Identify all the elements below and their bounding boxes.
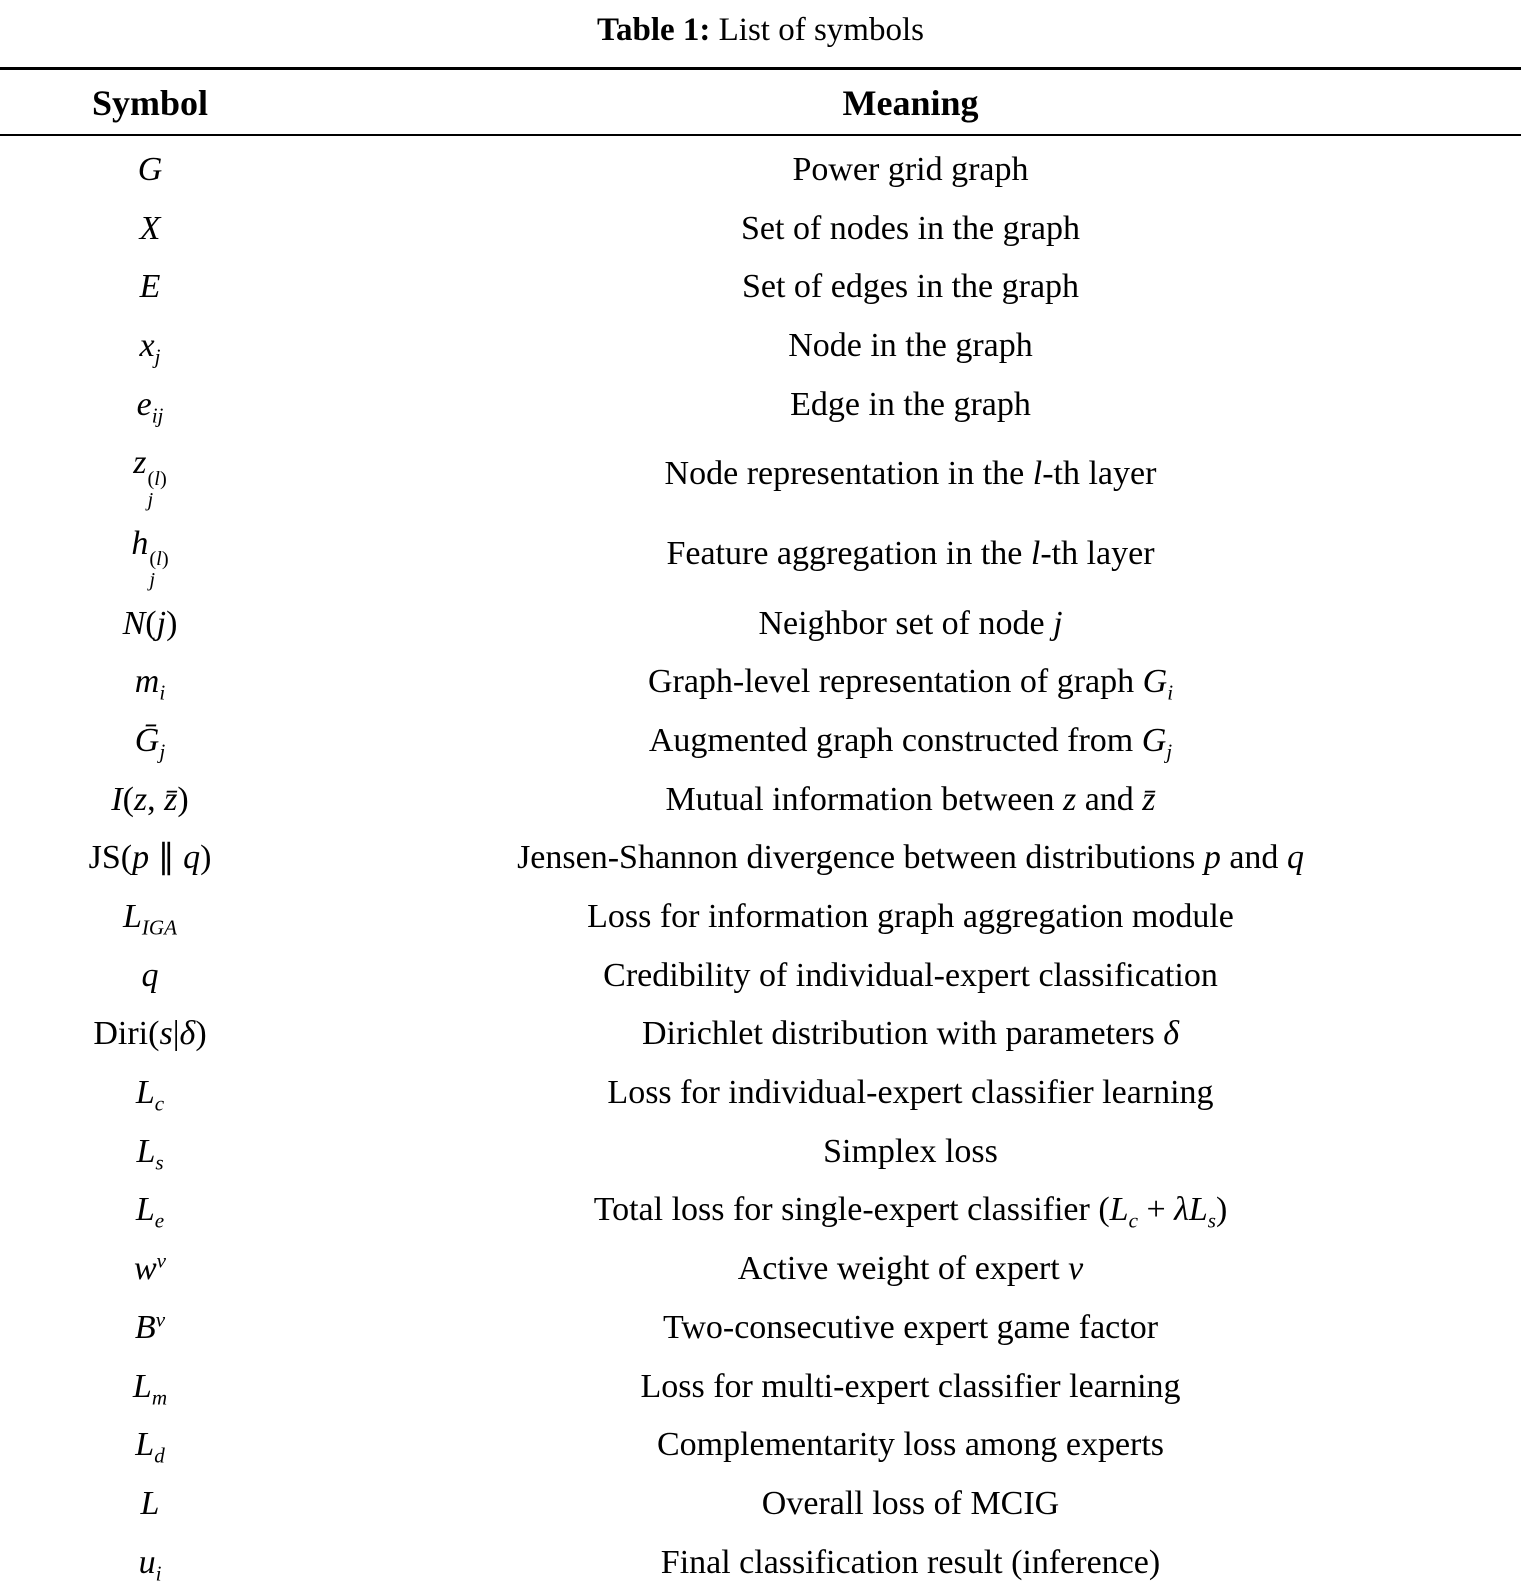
table-row <box>0 888 1521 947</box>
meaning-cell: Final classification result (inference) <box>660 1543 1161 1581</box>
symbol-cell: N(j) <box>122 604 178 642</box>
symbol-cell: $L_m$ <box>132 1367 168 1409</box>
meaning-cell: Simplex loss <box>823 1132 998 1170</box>
symbol-cell: E <box>139 268 161 306</box>
table-row <box>0 1358 1521 1417</box>
meaning-cell: Graph-level representation of graph $G_i$ <box>647 663 1174 705</box>
meaning-cell: Set of nodes in the graph <box>741 209 1080 247</box>
table-row <box>0 1534 1521 1584</box>
meaning-cell: Active weight of expert v <box>737 1250 1084 1288</box>
symbol-cell: I(z, z̄) <box>111 780 189 818</box>
symbol-cell: $L_s$ <box>136 1132 164 1175</box>
symbol-cell: X <box>139 209 161 247</box>
meaning-cell: Neighbor set of node j <box>758 604 1063 642</box>
table-row <box>0 200 1521 259</box>
symbol-cell: JS(p ∥ q) <box>88 839 212 877</box>
meaning-cell: Set of edges in the graph <box>741 268 1080 306</box>
symbol-cell: G <box>137 151 163 188</box>
table-row <box>0 712 1521 771</box>
symbol-cell: Diri(s|δ) <box>93 1015 207 1053</box>
header-row <box>0 69 1521 136</box>
symbol-cell: $x_j$ <box>139 327 161 369</box>
table-row <box>0 1123 1521 1182</box>
table-row <box>0 1064 1521 1123</box>
meaning-cell: Dirichlet distribution with parameters δ <box>641 1015 1180 1053</box>
table-row <box>0 1475 1521 1534</box>
meaning-cell: Complementarity loss among experts <box>656 1426 1165 1464</box>
table-row <box>0 1240 1521 1299</box>
table-row <box>0 829 1521 888</box>
table-row <box>0 947 1521 1006</box>
table-row <box>0 1416 1521 1475</box>
meaning-cell: Node in the graph <box>788 327 1033 365</box>
meaning-cell: Total loss for single-expert classifier $(L_c + \lambda L_s)$ <box>593 1191 1228 1233</box>
symbol-cell: $e_{ij}$ <box>136 385 164 428</box>
table-row <box>0 771 1521 830</box>
meaning-cell: Credibility of individual-expert classification <box>603 956 1218 994</box>
meaning-cell: Jensen-Shannon divergence between distributions p and q <box>517 839 1304 877</box>
table-caption-text: List of symbols <box>710 12 924 48</box>
symbol-cell: $L_c$ <box>135 1074 165 1116</box>
symbol-cell: $L_d$ <box>135 1426 165 1468</box>
symbol-cell: $L_{IGA}$ <box>122 898 178 940</box>
meaning-cell: Mutual information between z and z̄ <box>665 780 1156 818</box>
table-row <box>0 258 1521 317</box>
header-symbol: Symbol <box>91 83 209 123</box>
meaning-cell: Two-consecutive expert game factor <box>662 1308 1159 1346</box>
table-row <box>0 653 1521 712</box>
meaning-cell: Loss for multi-expert classifier learning <box>640 1367 1181 1405</box>
meaning-cell: Overall loss of MCIG <box>761 1484 1060 1522</box>
table-row <box>0 135 1521 200</box>
meaning-cell: Augmented graph constructed from $G_j$ <box>648 721 1173 764</box>
meaning-cell: Power grid graph <box>792 151 1029 188</box>
symbol-cell: $Ḡ_j$ <box>134 721 166 764</box>
table-row <box>0 1299 1521 1358</box>
symbol-cell: q <box>141 956 159 994</box>
symbol-cell: $u_i$ <box>138 1543 162 1584</box>
symbols-table-header <box>0 69 1521 136</box>
symbols-table-body <box>0 135 1521 1584</box>
table-caption-label: Table 1: <box>597 12 711 48</box>
table-row <box>0 1181 1521 1240</box>
table-row <box>0 595 1521 654</box>
meaning-cell: Loss for individual-expert classifier learning <box>607 1074 1214 1112</box>
symbol-cell: $m_i$ <box>134 663 166 705</box>
meaning-cell: Feature aggregation in the l-th layer <box>666 535 1155 573</box>
table-row <box>0 317 1521 376</box>
symbol-cell: z (l) j <box>133 444 167 512</box>
symbol-cell: $B^v$ <box>134 1307 166 1346</box>
symbols-table <box>0 67 1521 1584</box>
header-meaning: Meaning <box>842 83 979 123</box>
symbol-cell: L <box>140 1484 160 1522</box>
symbol-cell: h (l) j <box>131 524 169 592</box>
table-row <box>0 376 1521 435</box>
table-row <box>0 434 1521 514</box>
table-row <box>0 515 1521 595</box>
meaning-cell: Edge in the graph <box>790 385 1031 423</box>
symbol-cell: $w^v$ <box>133 1248 167 1288</box>
meaning-cell: Loss for information graph aggregation module <box>587 898 1234 935</box>
symbol-cell: $L_e$ <box>135 1191 165 1233</box>
table-row <box>0 1005 1521 1064</box>
meaning-cell: Node representation in the l-th layer <box>664 455 1157 493</box>
table-caption <box>0 6 1521 67</box>
